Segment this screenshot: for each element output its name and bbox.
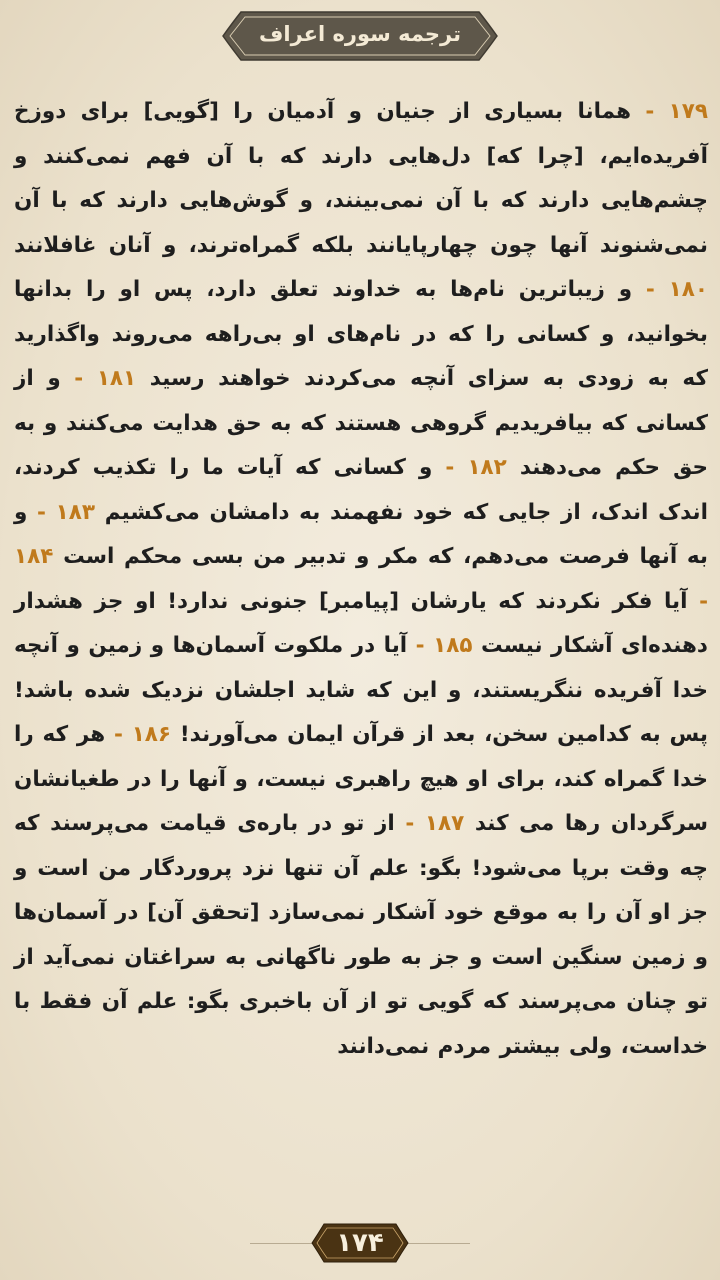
verse-text: و کسانی که آیات ما را تکذیب کردند، اندک اندک، از جایی که خود نفهمند به دامشان می‌کشیم [14,455,708,525]
verse-text: همانا بسیاری از جنیان و آدمیان را [گویی] برای دوزخ آفریده‌ایم، [چرا که] دل‌هایی دارند که با آن فهم نمی‌کنند و چشم‌هایی دارند که با آن نمی‌بینند، و گوش‌هایی دارند که با آن نمی‌شنوند آنها چون چهارپایانند بلکه گمراه‌ترند، و آنان غافلانند [14,99,708,258]
verse-separator: - [432,455,455,480]
surah-title-banner [221,8,499,64]
verse-number: ۱۸۱ [96,366,137,391]
verse-number: ۱۸۰ [668,277,708,302]
verse-text: و به آنها فرصت می‌دهم، که مکر و تدبیر من بسی محکم است [14,499,708,569]
verse-separator: - [27,499,46,525]
verse-separator: - [394,811,415,836]
verse-number: ۱۸۷ [424,811,465,836]
page-number-badge [310,1222,410,1264]
verse-separator: - [632,277,655,302]
verse-text: از تو در باره‌ی قیامت می‌پرسند که چه وقت برپا می‌شود! بگو: علم آن تنها نزد پروردگار من است و جز او آن را به موقع خود آشکار نمی‌سازد [تحقق آن] در آسمان‌ها و زمین سنگین است و جز به طور ناگهانی به سراغتان نمی‌آید از تو چنان می‌پرسند که گویی تو از آن باخبری بگو: علم آن فقط با خداست، ولی بیشتر مردم نمی‌دانند [14,811,708,1059]
verse-number: ۱۷۹ [668,99,708,124]
verse-text: آیا فکر نکردند که یارشان [پیامبر] جنونی ندارد! او جز هشدار دهنده‌ای آشکار نیست [14,588,708,658]
verse-separator: - [630,99,655,124]
verse-text: و زیباترین نام‌ها به خداوند تعلق دارد، پس او را بدانها بخوانید، و کسانی را که در نام‌های او بی‌راهه می‌روند واگذارید که به زودی به سزای آنچه می‌کردند خواهند رسید [14,277,708,391]
verse-separator: - [407,633,425,658]
verse-number: ۱۸۲ [467,455,507,480]
verse-text: هر که را خدا گمراه کند، برای او هیچ راهبری نیست، و آنها را در طغیانشان سرگردان رها می کند [14,722,708,836]
page-title: ترجمه سوره اعراف [258,22,462,46]
translation-body [14,90,708,1069]
verse-text: و از کسانی که بیافریدیم گروهی هستند که به حق هدایت می‌کنند و به حق حکم می‌دهند [14,366,708,480]
verse-separator: - [105,722,123,747]
verse-separator: - [687,588,708,614]
verse-number: ۱۸۶ [131,722,172,747]
page-number: ۱۷۴ [336,1228,384,1258]
verse-number: ۱۸۵ [433,633,473,658]
verse-separator: - [60,366,84,391]
verse-text: آیا در ملکوت آسمان‌ها و زمین و آنچه خدا آفریده ننگریستند، و این که شاید اجلشان نزدیک شده باشد! پس به کدامین سخن، بعد از قرآن ایمان می‌آورند! [14,633,708,747]
verse-number: ۱۸۳ [55,499,96,525]
verse-number: ۱۸۴ [14,544,54,569]
